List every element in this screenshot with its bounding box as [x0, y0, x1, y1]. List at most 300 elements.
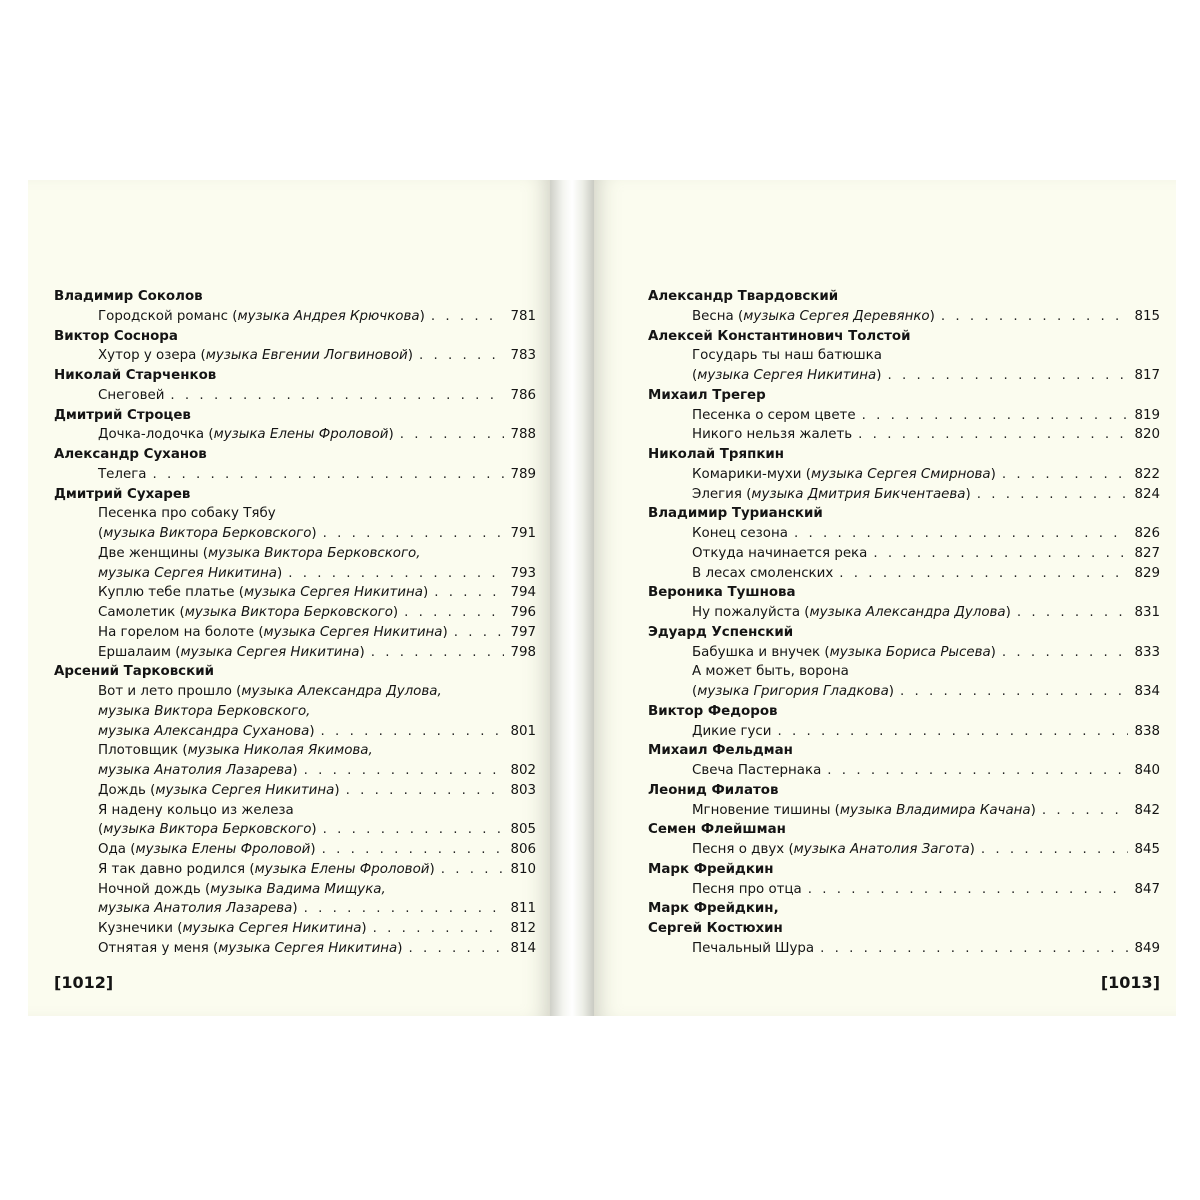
entry-closing-paren: )	[888, 684, 895, 699]
entry-page-number: 793	[510, 565, 536, 581]
entry-title	[692, 564, 833, 584]
entry-title-text: Песня о двух (	[692, 842, 794, 857]
entry-closing-paren: )	[309, 723, 315, 739]
toc-entry	[648, 366, 1160, 386]
toc-entry-continuation	[54, 741, 536, 761]
toc-entry	[648, 682, 1160, 702]
entry-closing-paren: )	[292, 901, 298, 917]
entry-title-text: Снеговей	[98, 387, 165, 403]
entry-closing-paren: )	[388, 427, 394, 443]
entry-title	[98, 603, 398, 623]
entry-title-text: Городской романс (	[98, 308, 238, 324]
entry-composer-credit: музыка Андрея Крючкова	[237, 308, 420, 324]
entry-title	[98, 307, 425, 327]
entry-title-text: (	[692, 368, 698, 383]
entry-closing-paren: )	[311, 822, 317, 838]
dot-leader	[170, 386, 504, 406]
toc-entry	[54, 425, 536, 445]
entry-page-number: 788	[510, 427, 536, 443]
toc-entry	[54, 307, 536, 327]
toc-entry	[54, 603, 536, 623]
toc-author-heading: Алексей Константинович Толстой	[648, 328, 911, 344]
entry-title	[692, 544, 867, 564]
entry-composer-credit: музыка Анатолия Лазарева	[98, 901, 293, 917]
dot-leader	[288, 564, 504, 584]
left-toc-entries	[54, 287, 536, 959]
toc-author-heading: Александр Твардовский	[648, 289, 839, 304]
toc-entry	[54, 781, 536, 801]
entry-page-number: 824	[1134, 486, 1160, 502]
entry-title	[98, 623, 448, 643]
entry-composer-credit: музыка Сергея Никитина	[697, 368, 877, 383]
toc-author-heading: Виктор Федоров	[648, 703, 778, 719]
dot-leader	[887, 366, 1128, 386]
entry-page-number: 798	[510, 644, 536, 660]
entry-closing-paren: )	[442, 624, 448, 640]
right-toc-entries	[648, 287, 1160, 959]
toc-entry-continuation	[54, 702, 536, 722]
entry-title-text: Дикие гуси	[692, 723, 772, 739]
toc-entry	[648, 485, 1160, 505]
dot-leader	[808, 880, 1129, 900]
entry-closing-paren: )	[407, 348, 413, 364]
entry-title-text: Конец сезона	[692, 526, 788, 541]
entry-page-number: 803	[510, 782, 536, 798]
entry-composer-credit: музыка Виктора Берковского	[184, 605, 393, 620]
entry-title-text: Две женщины (	[98, 545, 209, 561]
toc-entry-continuation	[54, 504, 536, 524]
toc-entry	[648, 307, 1160, 327]
entry-title	[98, 840, 316, 860]
entry-title-text: Дождь (	[98, 782, 156, 798]
entry-title-text: (	[692, 684, 698, 699]
entry-title	[692, 465, 996, 485]
entry-composer-credit: музыка Сергея Никитина	[98, 565, 277, 581]
toc-entry	[54, 583, 536, 603]
entry-title	[692, 307, 935, 327]
toc-entry	[648, 722, 1160, 742]
toc-author-heading: Дмитрий Строцев	[54, 407, 191, 423]
toc-entry	[54, 919, 536, 939]
toc-author-heading: Марк Фрейдкин	[648, 861, 774, 877]
toc-entry-continuation	[648, 662, 1160, 682]
toc-entry	[648, 939, 1160, 959]
toc-author-heading: Владимир Турианский	[648, 506, 823, 522]
entry-title-text: Бабушка и внучек (	[692, 644, 830, 660]
entry-title-text: Хутор у озера (	[98, 348, 206, 364]
entry-title-text: Элегия (	[692, 486, 752, 502]
toc-entry	[54, 722, 536, 742]
toc-entry	[54, 860, 536, 880]
entry-title	[98, 880, 386, 900]
toc-entry	[54, 643, 536, 663]
toc-author-heading: Михаил Фельдман	[648, 743, 793, 759]
entry-page-number: 789	[510, 466, 536, 482]
entry-title-text: Я надену кольцо из железа	[98, 802, 294, 818]
entry-closing-paren: )	[310, 842, 316, 857]
entry-closing-paren: )	[334, 782, 340, 798]
entry-closing-paren: )	[397, 940, 403, 956]
toc-entry	[648, 880, 1160, 900]
entry-page-number: 802	[510, 763, 536, 778]
entry-closing-paren: )	[276, 565, 283, 581]
entry-title-text: Самолетик (	[98, 605, 185, 620]
entry-title	[692, 662, 849, 682]
entry-page-number: 833	[1134, 644, 1160, 660]
toc-author-heading: Сергей Костюхин	[648, 921, 783, 936]
entry-composer-credit: музыка Александра Дулова,	[241, 684, 442, 699]
entry-title	[98, 761, 298, 781]
dot-leader	[404, 603, 504, 623]
book-gutter	[550, 180, 594, 1016]
toc-author-heading: Арсений Тарковский	[54, 664, 214, 680]
entry-title-text: (	[98, 822, 104, 838]
dot-leader	[777, 722, 1128, 742]
dot-leader	[152, 465, 504, 485]
entry-closing-paren: )	[929, 308, 935, 324]
entry-title-text: Песня про отца	[692, 881, 802, 897]
entry-title	[692, 425, 852, 445]
entry-title-text: Государь ты наш батюшка	[692, 348, 882, 364]
entry-title	[692, 366, 881, 386]
toc-entry	[54, 939, 536, 959]
dot-leader	[304, 899, 505, 919]
dot-leader	[820, 939, 1128, 959]
entry-composer-credit: музыка Сергея Никитина	[182, 921, 362, 936]
dot-leader	[322, 840, 505, 860]
dot-leader	[1002, 643, 1129, 663]
entry-title	[98, 919, 367, 939]
entry-title-text: Плотовщик (	[98, 743, 188, 759]
toc-entry	[648, 801, 1160, 821]
entry-composer-credit: музыка Александра Дулова	[809, 605, 1006, 620]
toc-entry	[648, 564, 1160, 584]
entry-composer-credit: музыка Дмитрия Бикчентаева	[751, 486, 966, 502]
toc-entry	[54, 761, 536, 781]
dot-leader	[794, 524, 1128, 544]
entry-title-text: А может быть, ворона	[692, 664, 849, 680]
entry-page-number: 794	[510, 585, 536, 601]
toc-author-heading: Семен Флейшман	[648, 822, 786, 838]
entry-title	[692, 880, 802, 900]
entry-page-number: 801	[510, 723, 536, 739]
entry-title-text: Куплю тебе платье (	[98, 585, 244, 601]
entry-page-number: 783	[510, 348, 536, 364]
entry-closing-paren: )	[359, 644, 365, 660]
entry-closing-paren: )	[1005, 605, 1011, 620]
toc-entry-continuation	[54, 682, 536, 702]
right-page-number: [1013]	[1100, 973, 1160, 992]
toc-entry	[54, 346, 536, 366]
book-spread	[28, 180, 1176, 1016]
entry-composer-credit: музыка Виктора Берковского	[103, 526, 312, 541]
entry-title	[98, 702, 310, 722]
toc-author-heading: Виктор Соснора	[54, 328, 178, 344]
dot-leader	[434, 583, 504, 603]
toc-author-heading: Леонид Филатов	[648, 782, 779, 798]
entry-page-number: 842	[1134, 802, 1160, 818]
entry-composer-credit: музыка Евгении Логвиновой	[205, 348, 408, 364]
entry-closing-paren: )	[990, 466, 996, 482]
dot-leader	[827, 761, 1128, 781]
toc-author-heading: Вероника Тушнова	[648, 585, 796, 601]
entry-title-text: (	[98, 526, 104, 541]
entry-page-number: 840	[1134, 763, 1160, 778]
entry-title	[692, 406, 856, 426]
dot-leader	[454, 623, 505, 643]
toc-entry	[54, 623, 536, 643]
dot-leader	[981, 840, 1129, 860]
entry-composer-credit: музыка Сергея Никитина	[263, 624, 443, 640]
toc-entry	[54, 899, 536, 919]
toc-author-heading: Дмитрий Сухарев	[54, 486, 191, 502]
entry-title	[98, 583, 428, 603]
entry-title	[98, 682, 442, 702]
entry-title	[98, 801, 294, 821]
entry-closing-paren: )	[429, 861, 435, 877]
entry-title	[98, 346, 413, 366]
toc-entry	[54, 465, 536, 485]
entry-page-number: 826	[1134, 526, 1160, 541]
left-page	[28, 180, 550, 1016]
toc-author-heading: Николай Старченков	[54, 368, 217, 383]
entry-title	[98, 860, 435, 880]
entry-closing-paren: )	[292, 763, 298, 778]
entry-title	[98, 504, 276, 524]
entry-title	[692, 524, 788, 544]
entry-closing-paren: )	[422, 585, 429, 601]
entry-composer-credit: музыка Виктора Берковского,	[98, 703, 311, 719]
entry-title-text: Свеча Пастернака	[692, 763, 822, 778]
entry-title-text: Вот и лето прошло (	[98, 684, 242, 699]
entry-title-text: Ну пожалуйста (	[692, 605, 810, 620]
entry-title	[98, 524, 317, 544]
entry-composer-credit: музыка Сергея Деревянко	[743, 308, 930, 324]
entry-title	[98, 544, 420, 564]
entry-page-number: 810	[510, 861, 536, 877]
entry-page-number: 797	[510, 624, 536, 640]
dot-leader	[409, 939, 505, 959]
toc-entry	[54, 524, 536, 544]
toc-entry	[648, 524, 1160, 544]
entry-title-text: Ершалаим (	[98, 644, 181, 660]
entry-composer-credit: музыка Владимира Качана	[839, 802, 1031, 818]
toc-entry	[54, 840, 536, 860]
toc-author-heading: Николай Тряпкин	[648, 447, 785, 462]
dot-leader	[941, 307, 1129, 327]
entry-closing-paren: )	[1030, 802, 1036, 818]
entry-page-number: 838	[1134, 723, 1160, 739]
dot-leader	[323, 524, 505, 544]
entry-composer-credit: музыка Анатолия Загота	[793, 842, 970, 857]
toc-entry-continuation	[54, 544, 536, 564]
dot-leader	[1042, 801, 1129, 821]
entry-title	[98, 564, 282, 584]
entry-closing-paren: )	[990, 644, 996, 660]
entry-page-number: 817	[1134, 368, 1160, 383]
entry-title-text: Мгновение тишины (	[692, 802, 840, 818]
entry-title-text: Я так давно родился (	[98, 861, 255, 877]
entry-closing-paren: )	[392, 605, 399, 620]
entry-title-text: Откуда начинается река	[692, 545, 868, 561]
entry-title-text: Песенка о сером цвете	[692, 407, 856, 423]
dot-leader	[431, 307, 505, 327]
entry-page-number: 849	[1134, 940, 1160, 956]
entry-composer-credit: музыка Елены Фроловой	[254, 861, 430, 877]
entry-title	[692, 761, 821, 781]
entry-title	[692, 939, 814, 959]
toc-entry	[54, 564, 536, 584]
entry-title	[692, 346, 882, 366]
entry-title	[98, 643, 365, 663]
entry-title-text: На горелом на болоте (	[98, 624, 264, 640]
toc-entry	[54, 820, 536, 840]
entry-title	[98, 781, 340, 801]
entry-page-number: 845	[1134, 842, 1160, 857]
toc-entry	[648, 643, 1160, 663]
dot-leader	[441, 860, 505, 880]
entry-page-number: 786	[510, 387, 536, 403]
entry-title-text: Песенка про собаку Тябу	[98, 506, 276, 522]
entry-page-number: 819	[1134, 407, 1160, 423]
entry-title	[692, 801, 1036, 821]
right-page	[594, 180, 1176, 1016]
toc-entry	[648, 603, 1160, 623]
entry-page-number: 820	[1134, 427, 1160, 443]
entry-title-text: Печальный Шура	[692, 940, 815, 956]
entry-page-number: 805	[510, 822, 536, 838]
entry-page-number: 847	[1134, 881, 1160, 897]
entry-composer-credit: музыка Анатолия Лазарева	[98, 763, 293, 778]
entry-composer-credit: музыка Сергея Смирнова	[810, 466, 991, 482]
dot-leader	[1017, 603, 1129, 623]
entry-page-number: 812	[510, 921, 536, 936]
entry-composer-credit: музыка Сергея Никитина	[180, 644, 360, 660]
entry-composer-credit: музыка Сергея Никитина	[155, 782, 335, 798]
entry-title	[98, 820, 317, 840]
entry-closing-paren: )	[419, 308, 425, 324]
entry-composer-credit: музыка Сергея Никитина	[244, 585, 423, 601]
entry-page-number: 781	[510, 308, 536, 324]
entry-title-text: Кузнечики (	[98, 921, 183, 936]
entry-composer-credit: музыка Сергея Никитина	[218, 940, 398, 956]
entry-composer-credit: музыка Григория Гладкова	[697, 684, 889, 699]
toc-author-heading: Александр Суханов	[54, 447, 207, 462]
entry-title	[98, 722, 315, 742]
entry-composer-credit: музыка Виктора Берковского	[103, 822, 312, 838]
entry-page-number: 814	[510, 940, 536, 956]
entry-title-text: Никого нельзя жалеть	[692, 427, 853, 443]
entry-composer-credit: музыка Виктора Берковского,	[208, 545, 421, 561]
entry-title	[98, 741, 373, 761]
entry-title	[98, 465, 146, 485]
entry-composer-credit: музыка Елены Фроловой	[213, 427, 389, 443]
entry-page-number: 831	[1134, 605, 1160, 620]
entry-composer-credit: музыка Елены Фроловой	[135, 842, 311, 857]
entry-page-number: 822	[1134, 466, 1160, 482]
dot-leader	[304, 761, 505, 781]
toc-entry	[54, 386, 536, 406]
entry-closing-paren: )	[311, 526, 317, 541]
entry-title-text: Комарики-мухи (	[692, 466, 811, 482]
entry-title-text: Телега	[98, 466, 147, 482]
toc-entry	[648, 465, 1160, 485]
entry-page-number: 815	[1134, 308, 1160, 324]
toc-author-heading: Эдуард Успенский	[648, 624, 794, 640]
toc-entry	[648, 425, 1160, 445]
entry-title	[98, 425, 394, 445]
entry-page-number: 827	[1134, 545, 1160, 561]
dot-leader	[373, 919, 505, 939]
toc-entry-continuation	[54, 801, 536, 821]
toc-author-heading: Марк Фрейдкин,	[648, 901, 779, 917]
toc-entry	[648, 840, 1160, 860]
dot-leader	[419, 346, 504, 366]
dot-leader	[977, 485, 1129, 505]
dot-leader	[321, 722, 505, 742]
entry-closing-paren: )	[965, 486, 971, 502]
entry-title	[692, 840, 975, 860]
entry-page-number: 834	[1134, 684, 1160, 699]
entry-title	[98, 939, 403, 959]
dot-leader	[900, 682, 1128, 702]
dot-leader	[400, 425, 505, 445]
entry-page-number: 829	[1134, 565, 1160, 581]
left-page-number: [1012]	[54, 973, 114, 992]
dot-leader	[371, 643, 505, 663]
toc-entry	[648, 761, 1160, 781]
dot-leader	[323, 820, 505, 840]
entry-title	[692, 643, 996, 663]
toc-entry	[648, 406, 1160, 426]
entry-title	[692, 603, 1011, 623]
toc-author-heading: Михаил Трегер	[648, 387, 766, 403]
dot-leader	[1002, 465, 1129, 485]
toc-author-heading: Владимир Соколов	[54, 289, 203, 304]
entry-title-text: Дочка-лодочка (	[98, 427, 214, 443]
entry-composer-credit: музыка Николая Якимова,	[187, 743, 373, 759]
dot-leader	[858, 425, 1128, 445]
dot-leader	[862, 406, 1129, 426]
entry-closing-paren: )	[361, 921, 367, 936]
entry-title	[692, 682, 894, 702]
dot-leader	[873, 544, 1128, 564]
entry-title	[98, 899, 298, 919]
entry-composer-credit: музыка Александра Суханова	[98, 723, 310, 739]
entry-composer-credit: музыка Вадима Мищука,	[210, 881, 386, 897]
entry-title	[692, 485, 971, 505]
dot-leader	[346, 781, 505, 801]
entry-page-number: 806	[510, 842, 536, 857]
entry-page-number: 811	[510, 901, 536, 917]
toc-entry-continuation	[54, 880, 536, 900]
toc-entry-continuation	[648, 346, 1160, 366]
entry-title-text: Ода (	[98, 842, 136, 857]
entry-title-text: Отнятая у меня (	[98, 940, 219, 956]
dot-leader	[839, 564, 1128, 584]
entry-page-number: 796	[510, 605, 536, 620]
toc-entry	[648, 544, 1160, 564]
entry-title	[98, 386, 164, 406]
entry-title-text: Ночной дождь (	[98, 881, 211, 897]
entry-page-number: 791	[510, 526, 536, 541]
entry-closing-paren: )	[969, 842, 975, 857]
entry-closing-paren: )	[876, 368, 882, 383]
entry-title	[692, 722, 771, 742]
entry-title-text: В лесах смоленских	[692, 565, 834, 581]
entry-title-text: Весна (	[692, 308, 744, 324]
entry-composer-credit: музыка Бориса Рысева	[829, 644, 991, 660]
